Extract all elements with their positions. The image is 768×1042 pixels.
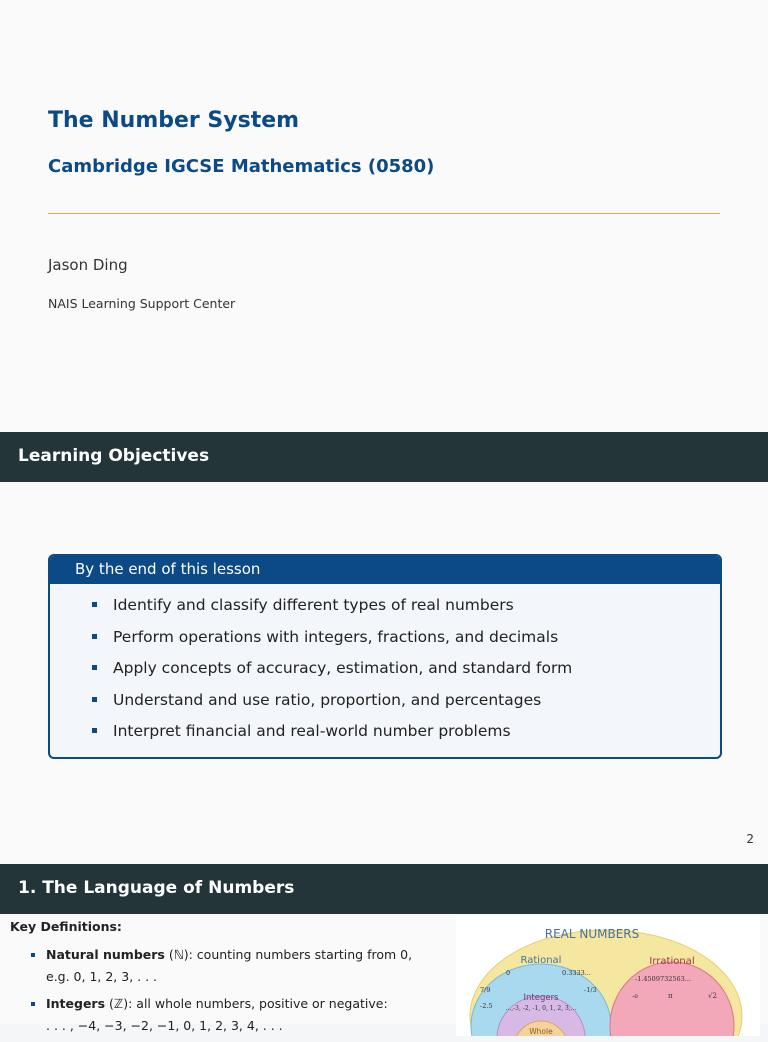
objective-item: Identify and classify different types of real numbers bbox=[90, 592, 720, 624]
objective-item: Understand and use ratio, proportion, and percentages bbox=[90, 687, 720, 719]
title-slide bbox=[0, 0, 768, 432]
frame-title-bar bbox=[0, 432, 768, 482]
objective-item: Apply concepts of accuracy, estimation, and standard form bbox=[90, 655, 720, 687]
rational-example: 7/9 bbox=[480, 986, 491, 994]
definition-text: : counting numbers starting from 0, bbox=[188, 947, 413, 962]
objective-item: Interpret financial and real-world number problems bbox=[90, 718, 720, 750]
rational-example: 0.3333... bbox=[562, 969, 591, 977]
objective-item: Perform operations with integers, fractions, and decimals bbox=[90, 624, 720, 656]
irrational-example: -1.4509732563... bbox=[635, 975, 691, 983]
rational-label: Rational bbox=[520, 955, 562, 966]
rational-example: -1/3 bbox=[584, 986, 597, 994]
integer-examples: ...,-3, -2, -1, 0, 1, 2, 3,... bbox=[505, 1005, 577, 1012]
frame-title: Learning Objectives bbox=[18, 446, 210, 466]
key-definitions-heading: Key Definitions: bbox=[10, 919, 122, 934]
real-numbers-venn-diagram bbox=[456, 916, 760, 1036]
definition-text: : all whole numbers, positive or negative: bbox=[128, 996, 388, 1011]
definition-symbol: (ℕ) bbox=[168, 947, 189, 962]
definition-item bbox=[30, 944, 430, 988]
block-title: By the end of this lesson bbox=[75, 560, 261, 578]
whole-label: Whole bbox=[529, 1027, 553, 1036]
venn-title: REAL NUMBERS bbox=[544, 927, 640, 941]
rational-example: -2.5 bbox=[480, 1002, 493, 1010]
definition-example: e.g. 0, 1, 2, 3, . . . bbox=[46, 969, 158, 984]
presentation-subtitle: Cambridge IGCSE Mathematics (0580) bbox=[48, 156, 435, 177]
objectives-slide bbox=[0, 432, 768, 864]
integers-label: Integers bbox=[523, 993, 559, 1003]
frame-title: 1. The Language of Numbers bbox=[18, 878, 295, 898]
definition-item bbox=[30, 993, 430, 1037]
presentation-title: The Number System bbox=[48, 108, 300, 133]
irrational-label: Irrational bbox=[649, 956, 695, 967]
author-name: Jason Ding bbox=[48, 256, 128, 274]
venn-svg bbox=[456, 916, 760, 1036]
objectives-list bbox=[50, 584, 720, 750]
language-of-numbers-slide bbox=[0, 864, 768, 1036]
definition-symbol: (ℤ) bbox=[109, 996, 129, 1011]
title-divider bbox=[48, 213, 720, 214]
definition-example: . . . , −4, −3, −2, −1, 0, 1, 2, 3, 4, . . . bbox=[46, 1018, 283, 1033]
block-header bbox=[50, 556, 720, 584]
rational-example: 0 bbox=[506, 969, 511, 977]
institution-name: NAIS Learning Support Center bbox=[48, 296, 236, 311]
irrational-example: -e bbox=[632, 992, 639, 1000]
objectives-block bbox=[48, 554, 722, 759]
irrational-example: π bbox=[668, 992, 673, 1000]
page-number: 2 bbox=[746, 832, 754, 846]
definitions-list bbox=[30, 944, 430, 1042]
irrational-example: √2 bbox=[708, 992, 717, 1000]
definition-term: Natural numbers bbox=[46, 947, 165, 962]
definition-term: Integers bbox=[46, 996, 106, 1011]
frame-title-bar bbox=[0, 864, 768, 914]
